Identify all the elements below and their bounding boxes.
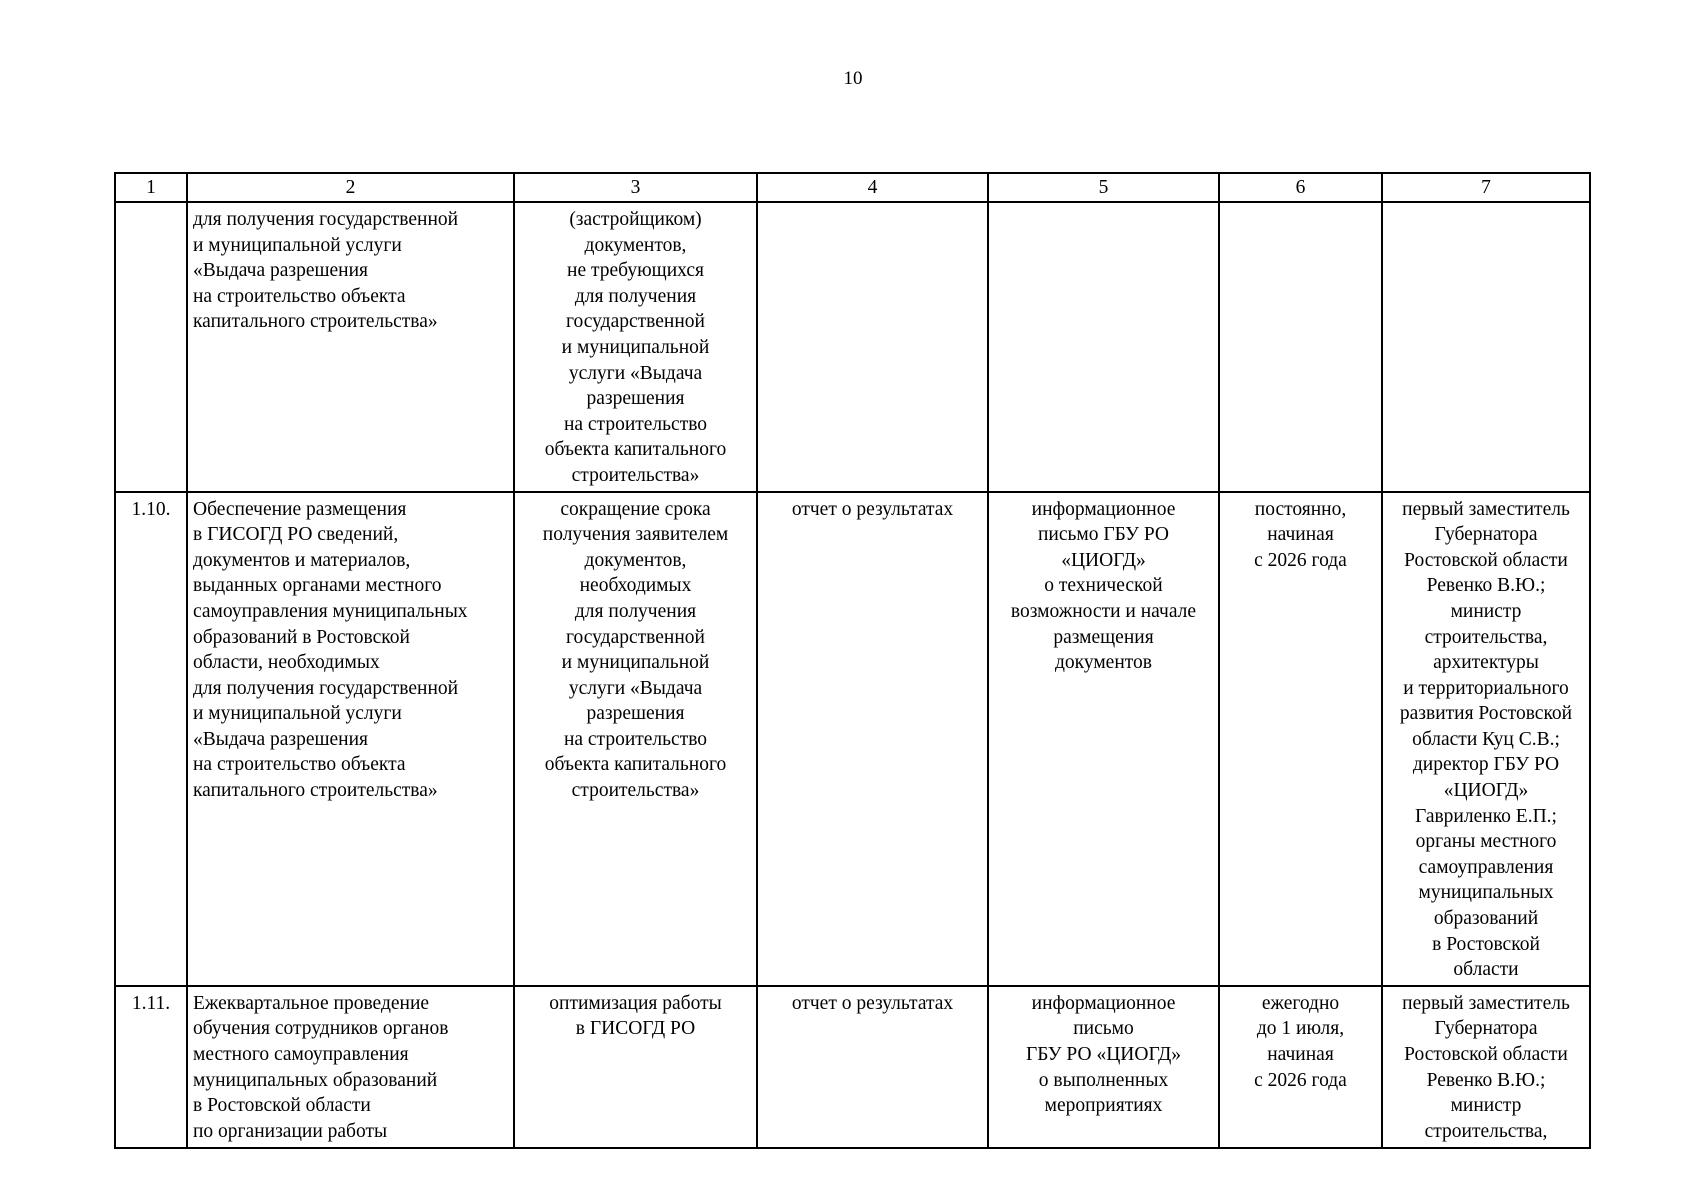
cell-document: информационное письмо ГБУ РО «ЦИОГД» о технической возможности и начале размещения документов xyxy=(988,492,1219,986)
table-row xyxy=(115,986,1590,1148)
cell-result: (застройщиком) документов, не требующихся для получения государственной и муниципальной услуги «Выдача разрешения на строительство объекта капитального строительства» xyxy=(514,202,757,492)
column-header: 7 xyxy=(1382,173,1590,202)
cell-document: информационное письмо ГБУ РО «ЦИОГД» о выполненных мероприятиях xyxy=(988,986,1219,1148)
page-number: 10 xyxy=(843,68,863,89)
cell-form: отчет о результатах xyxy=(757,986,988,1148)
cell-result: сокращение срока получения заявителем документов, необходимых для получения государственной и муниципальной услуги «Выдача разрешения на строительство объекта капитального строительства» xyxy=(514,492,757,986)
cell-measure: Ежеквартальное проведение обучения сотрудников органов местного самоуправления муниципальных образований в Ростовской области по организации работы xyxy=(187,986,514,1148)
cell-number: 1.11. xyxy=(115,986,187,1148)
cell-document xyxy=(988,202,1219,492)
cell-deadline: постоянно, начиная с 2026 года xyxy=(1219,492,1382,986)
column-header: 6 xyxy=(1219,173,1382,202)
column-header: 1 xyxy=(115,173,187,202)
cell-measure: Обеспечение размещения в ГИСОГД РО сведений, документов и материалов, выданных органами местного самоуправления муниципальных образований в Ростовской области, необходимых для получения государственной и муниципальной услуги «Выдача разрешения на строительство объекта капитального строительства» xyxy=(187,492,514,986)
column-header: 3 xyxy=(514,173,757,202)
cell-deadline: ежегодно до 1 июля, начиная с 2026 года xyxy=(1219,986,1382,1148)
measures-table xyxy=(114,172,1591,1149)
table-row xyxy=(115,202,1590,492)
cell-responsible xyxy=(1382,202,1590,492)
header-row xyxy=(115,173,1590,202)
column-header: 4 xyxy=(757,173,988,202)
column-header: 5 xyxy=(988,173,1219,202)
cell-form xyxy=(757,202,988,492)
cell-number: 1.10. xyxy=(115,492,187,986)
cell-form: отчет о результатах xyxy=(757,492,988,986)
cell-responsible: первый заместитель Губернатора Ростовской области Ревенко В.Ю.; министр строительства, xyxy=(1382,986,1590,1148)
cell-responsible: первый заместитель Губернатора Ростовской области Ревенко В.Ю.; министр строительства, архитектуры и территориального развития Ростовской области Куц С.В.; директор ГБУ РО «ЦИОГД» Гавриленко Е.П.; органы местного самоуправления муниципальных образований в Ростовской области xyxy=(1382,492,1590,986)
cell-number xyxy=(115,202,187,492)
cell-measure: для получения государственной и муниципальной услуги «Выдача разрешения на строительство объекта капитального строительства» xyxy=(187,202,514,492)
table-row xyxy=(115,492,1590,986)
column-header: 2 xyxy=(187,173,514,202)
cell-deadline xyxy=(1219,202,1382,492)
cell-result: оптимизация работы в ГИСОГД РО xyxy=(514,986,757,1148)
